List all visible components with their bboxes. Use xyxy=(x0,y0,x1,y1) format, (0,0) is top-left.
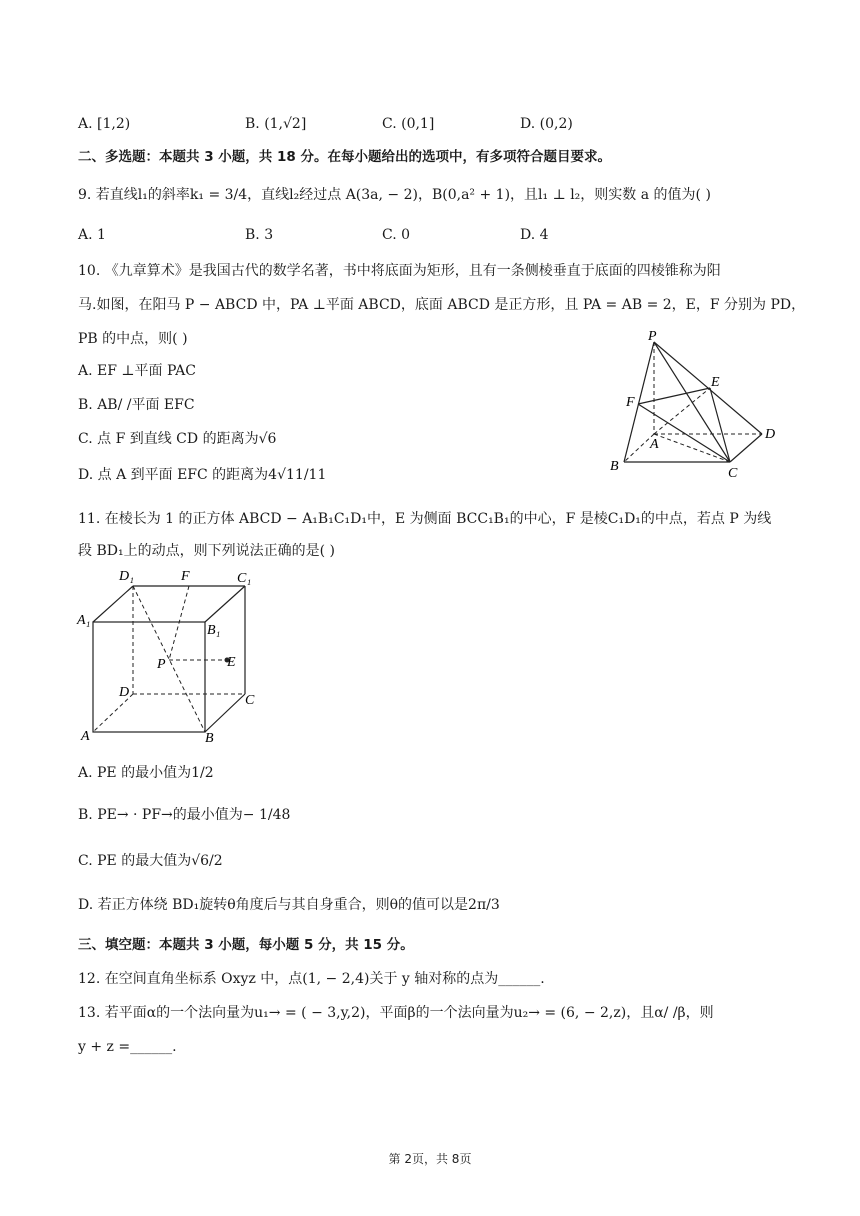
q11-option-c: C. PE 的最大值为√6/2 xyxy=(78,853,223,869)
q10-label-c: C xyxy=(728,466,738,481)
q11-option-a: A. PE 的最小值为1/2 xyxy=(78,765,214,781)
q10-stem-line-3: PB 的中点，则( ) xyxy=(78,331,188,347)
q11-label-c1: C₁ xyxy=(237,571,252,586)
page-footer: 第 2页，共 8页 xyxy=(388,1152,472,1166)
q10-label-p: P xyxy=(648,329,657,344)
q10-stem-line-2: 马.如图，在阳马 P − ABCD 中，PA ⊥平面 ABCD，底面 ABCD 是正方形，且 PA = AB = 2，E，F 分别为 PD， xyxy=(78,297,806,313)
q13-stem-line-1: 13. 若平面α的一个法向量为u₁→ = ( − 3,y,2)，平面β的一个法向量为u₂→ = (6, − 2,z)，且α/ /β，则 xyxy=(78,1005,714,1021)
q9-option-b: B. 3 xyxy=(245,227,274,243)
q11-label-e: E xyxy=(227,655,236,670)
q11-label-b1: B₁ xyxy=(207,623,221,638)
q10-option-a: A. EF ⊥平面 PAC xyxy=(78,363,196,379)
q10-pyramid-figure xyxy=(600,330,790,480)
q11-label-a1: A₁ xyxy=(77,613,91,628)
q11-stem-line-1: 11. 在棱长为 1 的正方体 ABCD − A₁B₁C₁D₁中，E 为侧面 BCC₁B₁的中心，F 是棱C₁D₁的中点，若点 P 为线 xyxy=(78,511,772,527)
q11-stem-line-2: 段 BD₁上的动点，则下列说法正确的是( ) xyxy=(78,543,335,559)
q10-option-d: D. 点 A 到平面 EFC 的距离为4√11/11 xyxy=(78,467,327,483)
q10-stem-line-1: 10. 《九章算术》是我国古代的数学名著，书中将底面为矩形，且有一条侧棱垂直于底面的四棱锥称为阳 xyxy=(78,263,721,279)
q12-stem: 12. 在空间直角坐标系 Oxyz 中，点(1, − 2,4)关于 y 轴对称的点为______. xyxy=(78,971,545,987)
q8-option-d: D. (0,2) xyxy=(520,116,573,132)
q13-stem-line-2: y + z =______. xyxy=(78,1039,177,1055)
q10-label-b: B xyxy=(610,459,619,474)
q8-option-b: B. (1,√2] xyxy=(245,116,307,132)
q10-option-c: C. 点 F 到直线 CD 的距离为√6 xyxy=(78,431,277,447)
q11-label-f: F xyxy=(181,569,190,584)
q11-option-d: D. 若正方体绕 BD₁旋转θ角度后与其自身重合，则θ的值可以是2π/3 xyxy=(78,897,500,913)
q10-option-b: B. AB/ /平面 EFC xyxy=(78,397,195,413)
q11-option-b: B. PE→ · PF→的最小值为− 1/48 xyxy=(78,807,291,823)
q11-label-d: D xyxy=(119,685,130,700)
q11-label-d1: D₁ xyxy=(119,569,134,584)
q11-label-c: C xyxy=(245,693,255,708)
section-3-heading: 三、填空题：本题共 3 小题，每小题 5 分，共 15 分。 xyxy=(78,937,414,953)
q10-label-f: F xyxy=(626,395,635,410)
q11-label-p: P xyxy=(157,657,166,672)
q9-option-a: A. 1 xyxy=(78,227,106,243)
q9-stem: 9. 若直线l₁的斜率k₁ = 3/4，直线l₂经过点 A(3a, − 2)，B(0,a² + 1)，且l₁ ⊥ l₂，则实数 a 的值为( ) xyxy=(78,187,711,203)
q9-option-c: C. 0 xyxy=(382,227,411,243)
q9-option-d: D. 4 xyxy=(520,227,549,243)
section-2-heading: 二、多选题：本题共 3 小题，共 18 分。在每小题给出的选项中，有多项符合题目要求。 xyxy=(78,149,611,165)
q8-option-c: C. (0,1] xyxy=(382,116,435,132)
q10-label-a: A xyxy=(650,437,659,452)
q10-label-d: D xyxy=(765,427,776,442)
q11-label-b: B xyxy=(205,731,214,746)
q10-label-e: E xyxy=(711,375,720,390)
q8-option-a: A. [1,2) xyxy=(78,116,131,132)
q11-cube-figure xyxy=(75,564,265,744)
q11-label-a: A xyxy=(81,729,90,744)
